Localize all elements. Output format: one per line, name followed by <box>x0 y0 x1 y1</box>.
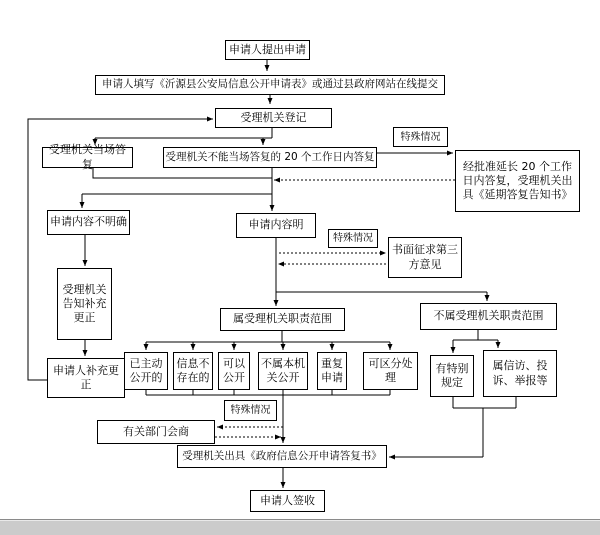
node-special-case-mid: 特殊情况 <box>328 229 378 248</box>
node-repeat-application: 重复申请 <box>317 352 347 390</box>
node-register: 受理机关登记 <box>215 108 332 128</box>
node-third-party-opinion: 书面征求第三方意见 <box>388 237 462 278</box>
node-extension-notice: 经批准延长 20 个工作日内答复，受理机关出具《延期答复告知书》 <box>455 150 580 212</box>
node-can-disclose: 可以公开 <box>218 352 250 390</box>
node-out-of-scope: 不属受理机关职责范围 <box>420 303 557 330</box>
node-department-consult: 有关部门会商 <box>97 420 215 444</box>
node-fill-form: 申请人填写《沂源县公安局信息公开申请表》或通过县政府网站在线提交 <box>95 75 445 95</box>
node-not-this-org: 不属本机关公开 <box>258 352 308 390</box>
node-content-unclear: 申请内容不明确 <box>47 210 130 235</box>
node-separable-handling: 可区分处理 <box>363 352 418 390</box>
node-applicant-submit: 申请人提出申请 <box>225 40 310 60</box>
node-content-clear: 申请内容明 <box>236 213 316 238</box>
window-bottom-edge <box>0 519 600 535</box>
node-info-not-exist: 信息不存在的 <box>173 352 213 390</box>
node-special-case-top: 特殊情况 <box>393 127 448 147</box>
node-notify-supplement: 受理机关告知补充更正 <box>57 268 112 340</box>
node-already-public: 已主动公开的 <box>124 352 168 390</box>
node-special-case-bottom: 特殊情况 <box>224 400 277 421</box>
node-in-scope: 属受理机关职责范围 <box>220 308 345 331</box>
node-applicant-sign: 申请人签收 <box>250 490 325 512</box>
node-reply-within-20-days: 受理机关不能当场答复的 20 个工作日内答复 <box>163 147 377 168</box>
node-onspot-reply: 受理机关当场答复 <box>42 147 133 168</box>
node-applicant-supplement: 申请人补充更正 <box>47 358 125 398</box>
node-special-rule: 有特别规定 <box>430 355 474 397</box>
node-petition-complaint: 属信访、投诉、举报等 <box>483 350 557 397</box>
node-issue-reply-letter: 受理机关出具《政府信息公开申请答复书》 <box>177 445 387 468</box>
